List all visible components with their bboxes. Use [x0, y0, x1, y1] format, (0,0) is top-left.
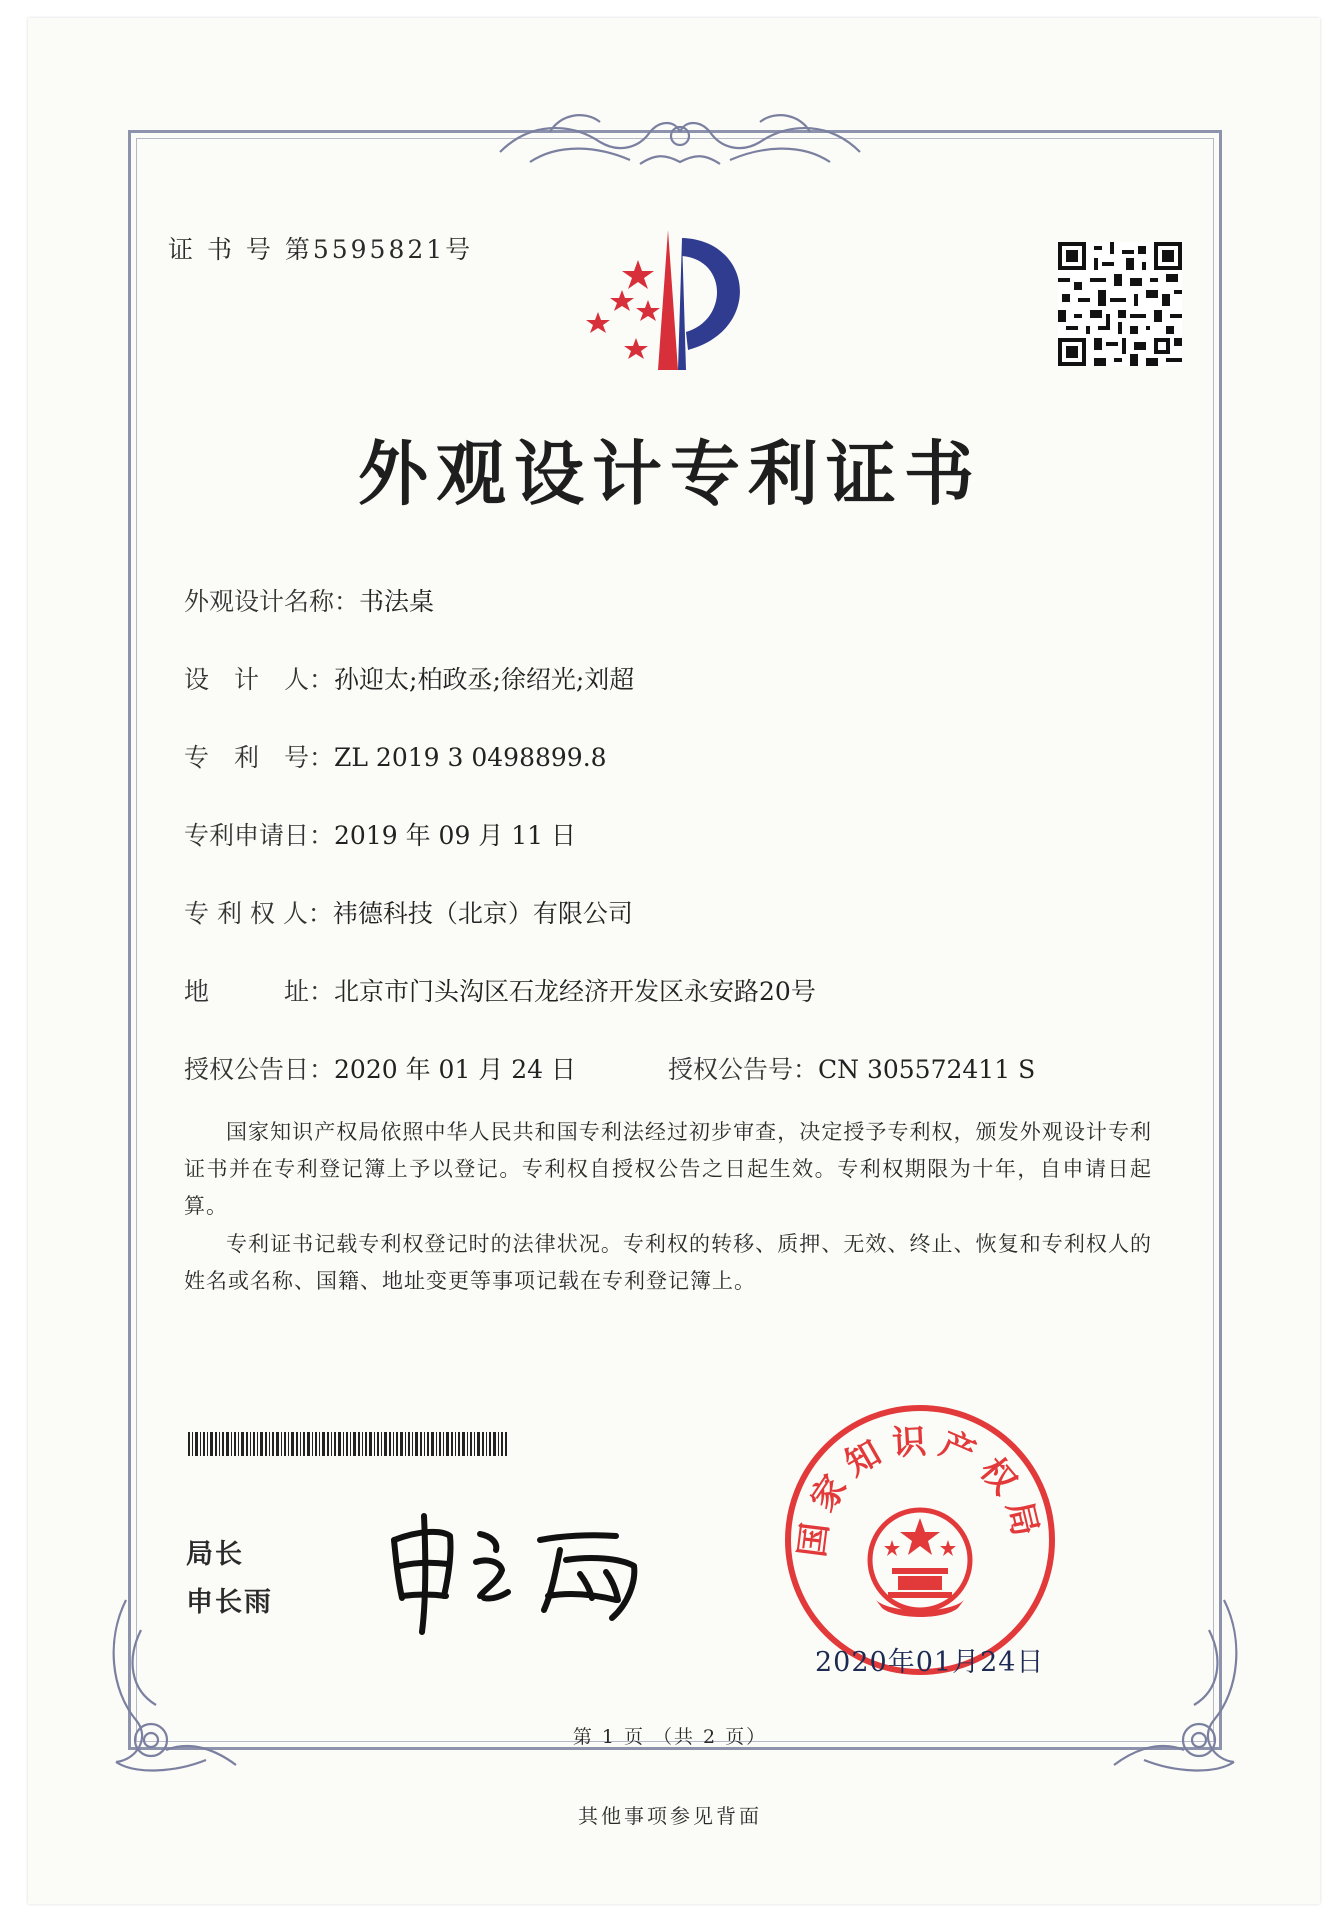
director-signature-icon — [380, 1500, 680, 1640]
field-value: 北京市门头沟区石龙经济开发区永安路20号 — [334, 977, 816, 1006]
field-value: ZL 2019 3 0498899.8 — [334, 743, 607, 772]
cnipa-logo-icon — [578, 220, 778, 380]
field-label: 外观设计名称： — [184, 587, 360, 616]
bottom-right-ornament-icon — [1104, 1590, 1254, 1780]
barcode-icon — [188, 1432, 508, 1456]
back-note: 其他事项参见背面 — [578, 1804, 762, 1828]
field-label: 专 利 权 人： — [184, 899, 333, 928]
seal-text: 国家知识产权局 — [792, 1421, 1048, 1560]
top-ornament-icon — [490, 102, 870, 172]
field-patent-number — [184, 738, 607, 774]
field-label: 专 利 号： — [184, 743, 335, 772]
qr-code-icon — [1058, 242, 1182, 366]
director-title: 局长 — [186, 1539, 244, 1570]
field-application-date — [184, 816, 576, 852]
field-grant-number — [668, 1050, 1035, 1086]
field-label: 授权公告号： — [668, 1055, 819, 1084]
field-value: 2019 年 09 月 11 日 — [334, 821, 576, 850]
field-patentee — [184, 894, 633, 930]
statement-paragraph-2: 专利证书记载专利权登记时的法律状况。专利权的转移、质押、无效、终止、恢复和专利权人的姓名或名称、国籍、地址变更等事项记载在专利登记簿上。 — [184, 1232, 1152, 1293]
field-grant-date — [184, 1050, 576, 1086]
statement-paragraph-1: 国家知识产权局依照中华人民共和国专利法经过初步审查，决定授予专利权，颁发外观设计专利证书并在专利登记簿上予以登记。专利权自授权公告之日起生效。专利权期限为十年，自申请日起算。 — [184, 1120, 1152, 1218]
page-number: 第 1 页 （共 2 页） — [572, 1726, 768, 1748]
seal-date: 2020年01月24日 — [815, 1647, 1045, 1678]
field-value: 祎德科技（北京）有限公司 — [332, 899, 633, 928]
field-address — [184, 972, 816, 1008]
field-value: CN 305572411 S — [818, 1055, 1036, 1084]
director-name: 申长雨 — [186, 1587, 273, 1618]
field-value: 2020 年 01 月 24 日 — [334, 1055, 576, 1084]
field-label: 专利申请日： — [184, 821, 335, 850]
field-label: 地 址： — [184, 977, 335, 1006]
field-label: 授权公告日： — [184, 1055, 335, 1084]
certificate-title: 外观设计专利证书 — [358, 432, 982, 515]
field-label: 设 计 人： — [184, 665, 335, 694]
official-seal-icon — [780, 1400, 1060, 1680]
field-designers — [184, 660, 634, 696]
field-design-name — [184, 582, 434, 618]
field-value: 书法桌 — [359, 587, 435, 616]
field-value: 孙迎太;柏政丞;徐绍光;刘超 — [334, 665, 635, 694]
certificate-number: 证 书 号 第5595821号 — [168, 235, 474, 264]
